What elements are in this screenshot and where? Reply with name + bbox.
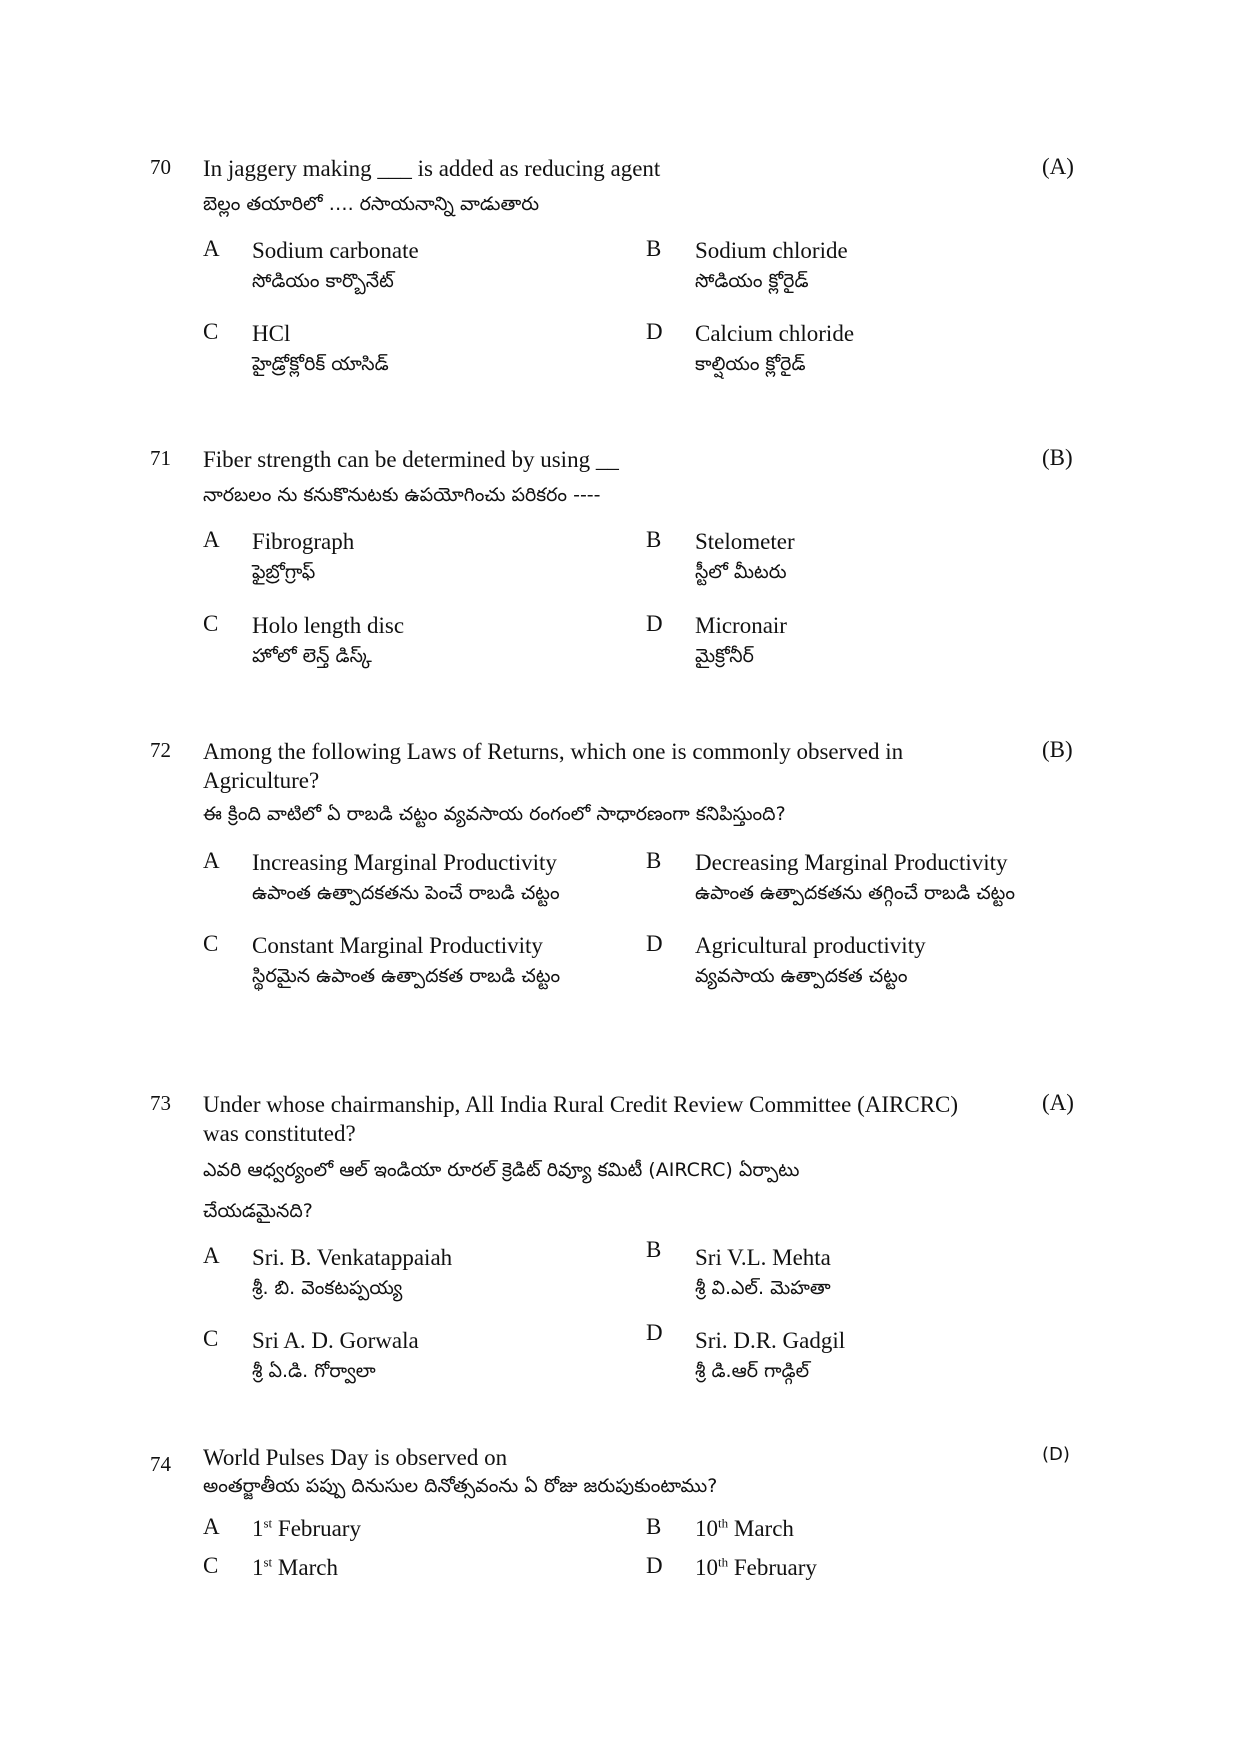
option-text-en: Constant Marginal Productivity	[252, 933, 543, 958]
option-letter: D	[646, 319, 663, 344]
option-text-te: హోలో లెన్త్ డిస్క్	[252, 645, 372, 667]
option-text-te: స్థిరమైన ఉపాంత ఉత్పాదకత రాబడి చట్టం	[252, 965, 561, 987]
answer-key: (B)	[1042, 737, 1073, 762]
answer-key: (A)	[1042, 1090, 1074, 1115]
question-text-en: Among the following Laws of Returns, which one is commonly observed in Agriculture?	[203, 739, 904, 793]
question-number: 72	[150, 738, 171, 762]
option-month: February	[277, 1516, 361, 1541]
option-text-en: Holo length disc	[252, 613, 405, 638]
option-month: March	[277, 1555, 338, 1580]
option-text-te: ఉపాంత ఉత్పాదకతను పెంచే రాబడి చట్టం	[252, 882, 560, 904]
answer-key: (D)	[1042, 1444, 1070, 1465]
question-number: 73	[150, 1091, 171, 1115]
option-text-en: Sri. B. Venkatappaiah	[252, 1245, 453, 1270]
option-letter: B	[646, 848, 662, 873]
option-text-en: Sodium chloride	[695, 238, 848, 263]
option-text-en: Increasing Marginal Productivity	[252, 850, 557, 875]
question-text-en: World Pulses Day is observed on	[203, 1445, 508, 1470]
option-letter: A	[203, 848, 220, 873]
option-letter: B	[646, 527, 662, 552]
question-text-te: అంతర్జాతీయ పప్పు దినుసుల దినోత్సవంను ఏ రోజు జరుపుకుంటాము?	[203, 1475, 718, 1497]
option-day: 10	[695, 1516, 718, 1541]
option-letter: C	[203, 1326, 219, 1351]
option-text-te: మైక్రోనీర్	[695, 645, 754, 667]
question-text-en: Under whose chairmanship, All India Rural Credit Review Committee (AIRCRC) was constituted?	[203, 1092, 959, 1146]
option-text-en: Micronair	[695, 613, 787, 638]
option-day-suffix: th	[718, 1554, 729, 1570]
option-letter: A	[203, 1514, 220, 1539]
option-text-te: హైడ్రోక్లోరిక్ యాసిడ్	[252, 353, 389, 375]
option-text-te: ఉపాంత ఉత్పాదకతను తగ్గించే రాబడి చట్టం	[695, 882, 1015, 904]
option-text-en: Sri A. D. Gorwala	[252, 1328, 419, 1353]
question-text-te-line-2: చేయడమైనది?	[203, 1200, 313, 1222]
option-day: 10	[695, 1555, 718, 1580]
option-text-te: ఫైబ్రోగ్రాఫ్	[252, 561, 316, 583]
option-day: 1	[252, 1516, 264, 1541]
option-letter: A	[203, 1243, 220, 1268]
option-text-en: HCl	[252, 321, 291, 346]
question-text-en: Fiber strength can be determined by using __	[203, 447, 619, 472]
option-text-te: సోడియం కార్బొనేట్	[252, 270, 394, 292]
option-day-suffix: th	[718, 1515, 729, 1531]
option-text-en: Decreasing Marginal Productivity	[695, 850, 1008, 875]
question-text-te: ఈ క్రింది వాటిలో ఏ రాబడి చట్టం వ్యవసాయ రంగంలో సాధారణంగా కనిపిస్తుంది?	[203, 803, 786, 825]
option-letter: D	[646, 1320, 663, 1345]
question-text-te: నారబలం ను కనుకొనుటకు ఉపయోగించు పరికరం ----	[203, 484, 601, 506]
option-text-te: వ్యవసాయ ఉత్పాదకత చట్టం	[695, 965, 908, 987]
option-letter: C	[203, 319, 219, 344]
option-day-suffix: st	[263, 1515, 273, 1531]
option-day-suffix: st	[263, 1554, 273, 1570]
option-day: 1	[252, 1555, 264, 1580]
option-text-en: Sri. D.R. Gadgil	[695, 1328, 846, 1353]
option-text-te: శ్రీ ఏ.డి. గోర్వాలా	[252, 1360, 376, 1382]
option-letter: A	[203, 527, 220, 552]
option-letter: C	[203, 1553, 219, 1578]
option-text-te: శ్రీ. బి. వెంకటప్పయ్య	[252, 1277, 403, 1299]
option-text-en: Sri V.L. Mehta	[695, 1245, 831, 1270]
option-text-en: Agricultural productivity	[695, 933, 926, 958]
option-letter: D	[646, 931, 663, 956]
option-letter: C	[203, 611, 219, 636]
option-month: February	[733, 1555, 817, 1580]
option-letter: D	[646, 1553, 663, 1578]
option-text-en: Stelometer	[695, 529, 795, 554]
option-text-en: Fibrograph	[252, 529, 355, 554]
option-text-te: సోడియం క్లోరైడ్	[695, 270, 809, 292]
question-number: 74	[150, 1452, 171, 1476]
option-letter: A	[203, 236, 220, 261]
question-text-te-line-1: ఎవరి ఆధ్వర్యంలో ఆల్ ఇండియా రూరల్ క్రెడిట్ రివ్యూ కమిటీ (AIRCRC) ఏర్పాటు	[203, 1159, 800, 1181]
option-month: March	[733, 1516, 794, 1541]
option-text-te: శ్రీ వి.ఎల్. మెహతా	[695, 1277, 831, 1299]
option-text-te: శ్రీ డి.ఆర్ గాడ్గిల్	[695, 1360, 810, 1382]
option-text-en: Sodium carbonate	[252, 238, 419, 263]
question-text-en: In jaggery making ___ is added as reducing agent	[203, 156, 661, 181]
option-text-te: కాల్షియం క్లోరైడ్	[695, 353, 806, 375]
answer-key: (B)	[1042, 445, 1073, 470]
question-number: 71	[150, 446, 171, 470]
answer-key: (A)	[1042, 154, 1074, 179]
option-letter: D	[646, 611, 663, 636]
option-text-te: స్టీలో మీటరు	[695, 561, 787, 583]
option-text-en: Calcium chloride	[695, 321, 855, 346]
option-letter: B	[646, 1237, 662, 1262]
question-number: 70	[150, 155, 171, 179]
option-letter: B	[646, 1514, 662, 1539]
option-letter: B	[646, 236, 662, 261]
question-text-te: బెల్లం తయారిలో …. రసాయనాన్ని వాడుతారు	[203, 193, 540, 215]
option-letter: C	[203, 931, 219, 956]
